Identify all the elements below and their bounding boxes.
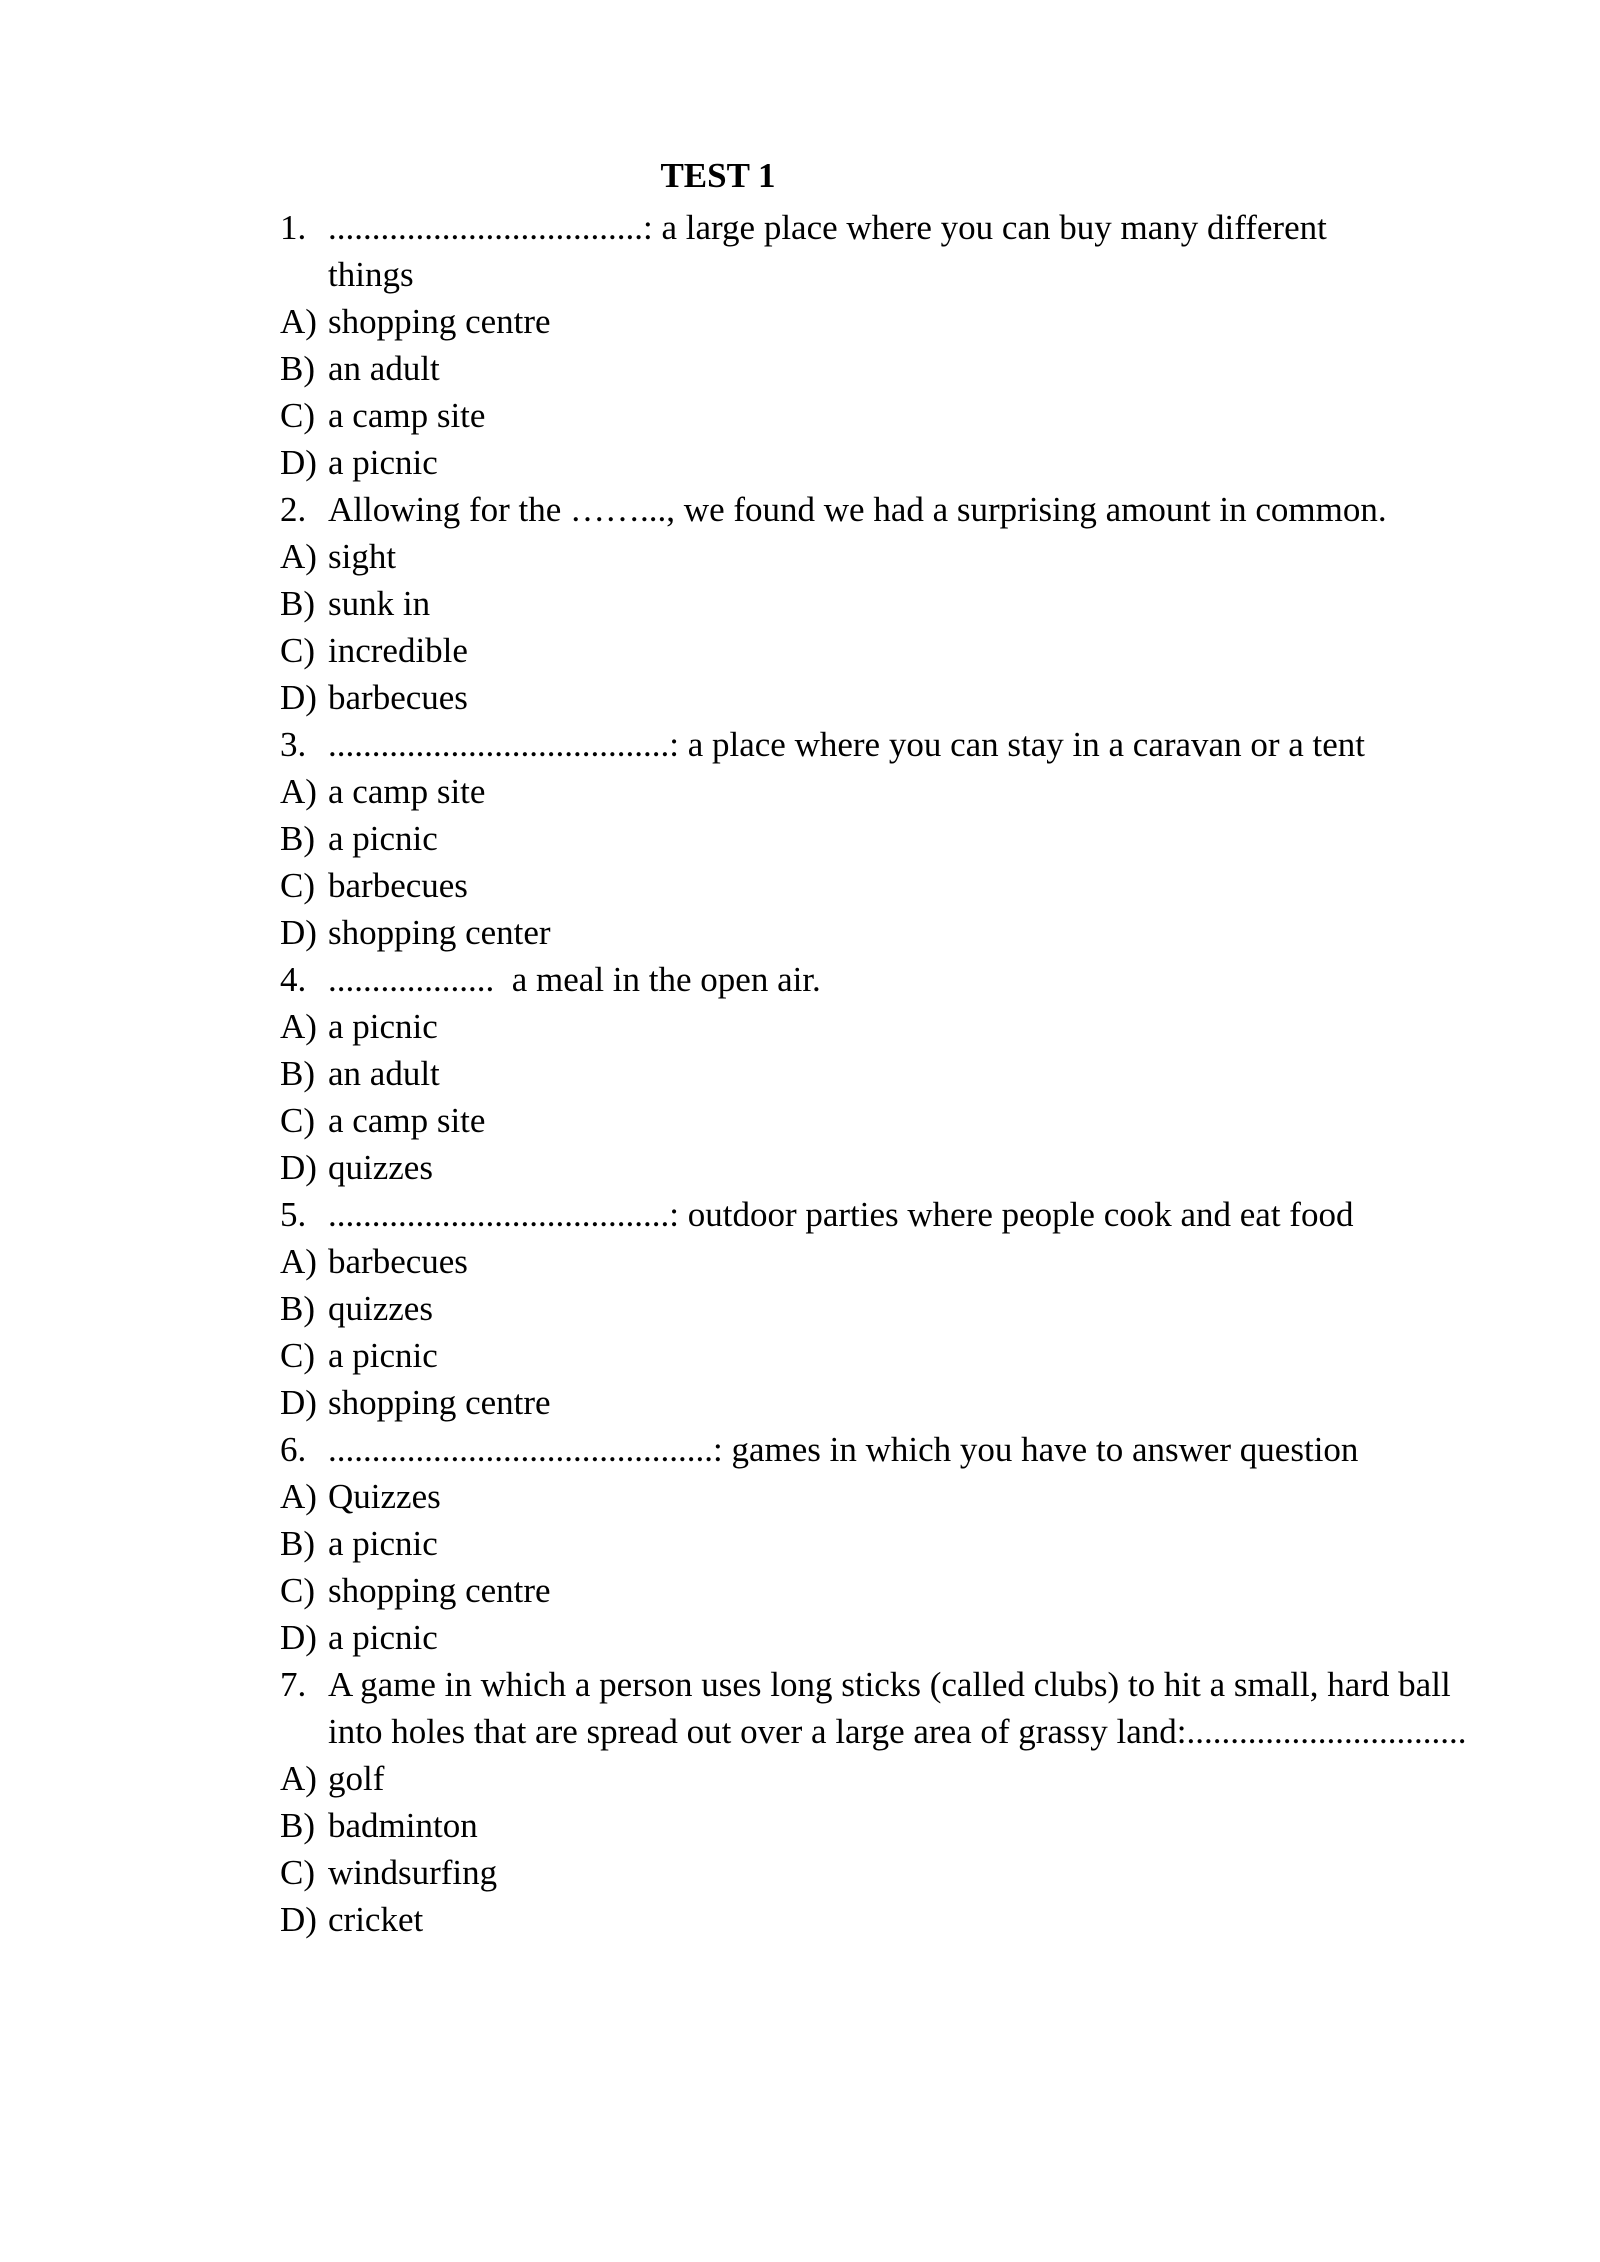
option-text: barbecues bbox=[328, 678, 468, 717]
option-text: a picnic bbox=[328, 1007, 438, 1046]
question-2 bbox=[280, 486, 1500, 533]
option-label: A) bbox=[280, 302, 317, 341]
option-a bbox=[280, 1003, 1500, 1050]
option-label: C) bbox=[280, 396, 315, 435]
question-number: 7. bbox=[280, 1665, 307, 1704]
option-label: A) bbox=[280, 1759, 317, 1798]
option-text: a camp site bbox=[328, 396, 486, 435]
option-a bbox=[280, 1755, 1500, 1802]
option-label: A) bbox=[280, 772, 317, 811]
option-text: golf bbox=[328, 1759, 385, 1798]
option-label: B) bbox=[280, 1806, 315, 1845]
option-d bbox=[280, 909, 1500, 956]
option-d bbox=[280, 1379, 1500, 1426]
option-label: D) bbox=[280, 1148, 317, 1187]
option-label: C) bbox=[280, 1571, 315, 1610]
option-text: badminton bbox=[328, 1806, 478, 1845]
option-label: B) bbox=[280, 819, 315, 858]
option-a bbox=[280, 298, 1500, 345]
option-a bbox=[280, 533, 1500, 580]
option-label: B) bbox=[280, 1054, 315, 1093]
option-text: barbecues bbox=[328, 866, 468, 905]
option-b bbox=[280, 815, 1500, 862]
option-d bbox=[280, 1614, 1500, 1661]
option-text: a picnic bbox=[328, 1524, 438, 1563]
option-text: shopping center bbox=[328, 913, 551, 952]
option-text: a picnic bbox=[328, 819, 438, 858]
option-b bbox=[280, 580, 1500, 627]
option-text: sunk in bbox=[328, 584, 431, 623]
question-1 bbox=[280, 204, 1500, 298]
option-text: an adult bbox=[328, 349, 440, 388]
option-label: D) bbox=[280, 1618, 317, 1657]
option-text: shopping centre bbox=[328, 302, 551, 341]
option-label: A) bbox=[280, 537, 317, 576]
option-c bbox=[280, 1567, 1500, 1614]
question-3 bbox=[280, 721, 1500, 768]
question-text: A game in which a person uses long sticks (called clubs) to hit a small, hard ball into holes that are spread out over a large area of grassy land:................................ bbox=[328, 1665, 1467, 1751]
option-label: C) bbox=[280, 1101, 315, 1140]
option-b bbox=[280, 1285, 1500, 1332]
option-c bbox=[280, 1097, 1500, 1144]
option-text: quizzes bbox=[328, 1148, 433, 1187]
option-text: windsurfing bbox=[328, 1853, 498, 1892]
option-label: C) bbox=[280, 1336, 315, 1375]
option-label: D) bbox=[280, 913, 317, 952]
question-number: 2. bbox=[280, 490, 307, 529]
option-c bbox=[280, 1332, 1500, 1379]
question-4 bbox=[280, 956, 1500, 1003]
option-d bbox=[280, 439, 1500, 486]
option-d bbox=[280, 1144, 1500, 1191]
option-label: A) bbox=[280, 1007, 317, 1046]
option-label: C) bbox=[280, 631, 315, 670]
option-label: D) bbox=[280, 1900, 317, 1939]
question-text: ................... a meal in the open air. bbox=[328, 960, 821, 999]
question-number: 1. bbox=[280, 208, 307, 247]
option-label: D) bbox=[280, 443, 317, 482]
option-text: cricket bbox=[328, 1900, 424, 1939]
option-text: a camp site bbox=[328, 772, 486, 811]
option-b bbox=[280, 1050, 1500, 1097]
option-b bbox=[280, 345, 1500, 392]
question-5 bbox=[280, 1191, 1500, 1238]
option-d bbox=[280, 674, 1500, 721]
option-a bbox=[280, 1473, 1500, 1520]
option-text: a picnic bbox=[328, 443, 438, 482]
option-label: B) bbox=[280, 1524, 315, 1563]
option-text: a picnic bbox=[328, 1618, 438, 1657]
option-text: quizzes bbox=[328, 1289, 433, 1328]
option-label: B) bbox=[280, 1289, 315, 1328]
option-label: A) bbox=[280, 1477, 317, 1516]
question-text: .......................................: outdoor parties where people cook and eat food bbox=[328, 1195, 1354, 1234]
option-text: barbecues bbox=[328, 1242, 468, 1281]
option-d bbox=[280, 1896, 1500, 1943]
option-label: B) bbox=[280, 349, 315, 388]
question-number: 6. bbox=[280, 1430, 307, 1469]
question-text: Allowing for the ……..., we found we had a surprising amount in common. bbox=[328, 490, 1387, 529]
option-c bbox=[280, 627, 1500, 674]
option-text: a picnic bbox=[328, 1336, 438, 1375]
question-number: 5. bbox=[280, 1195, 307, 1234]
option-c bbox=[280, 862, 1500, 909]
option-a bbox=[280, 1238, 1500, 1285]
option-label: D) bbox=[280, 678, 317, 717]
question-7 bbox=[280, 1661, 1500, 1755]
option-label: A) bbox=[280, 1242, 317, 1281]
option-text: Quizzes bbox=[328, 1477, 441, 1516]
question-text: .......................................: a place where you can stay in a caravan or a tent bbox=[328, 725, 1366, 764]
test-document bbox=[280, 148, 1500, 1943]
page-title: TEST 1 bbox=[660, 156, 776, 195]
question-number: 3. bbox=[280, 725, 307, 764]
option-label: C) bbox=[280, 866, 315, 905]
option-c bbox=[280, 392, 1500, 439]
option-text: shopping centre bbox=[328, 1383, 551, 1422]
question-text: ....................................: a large place where you can buy many different things bbox=[328, 208, 1327, 294]
option-a bbox=[280, 768, 1500, 815]
option-text: a camp site bbox=[328, 1101, 486, 1140]
option-text: an adult bbox=[328, 1054, 440, 1093]
option-b bbox=[280, 1520, 1500, 1567]
option-text: sight bbox=[328, 537, 397, 576]
option-label: B) bbox=[280, 584, 315, 623]
option-label: D) bbox=[280, 1383, 317, 1422]
option-label: C) bbox=[280, 1853, 315, 1892]
option-c bbox=[280, 1849, 1500, 1896]
question-6 bbox=[280, 1426, 1500, 1473]
option-text: shopping centre bbox=[328, 1571, 551, 1610]
option-text: incredible bbox=[328, 631, 468, 670]
question-text: ............................................: games in which you have to answer question bbox=[328, 1430, 1359, 1469]
option-b bbox=[280, 1802, 1500, 1849]
question-number: 4. bbox=[280, 960, 307, 999]
